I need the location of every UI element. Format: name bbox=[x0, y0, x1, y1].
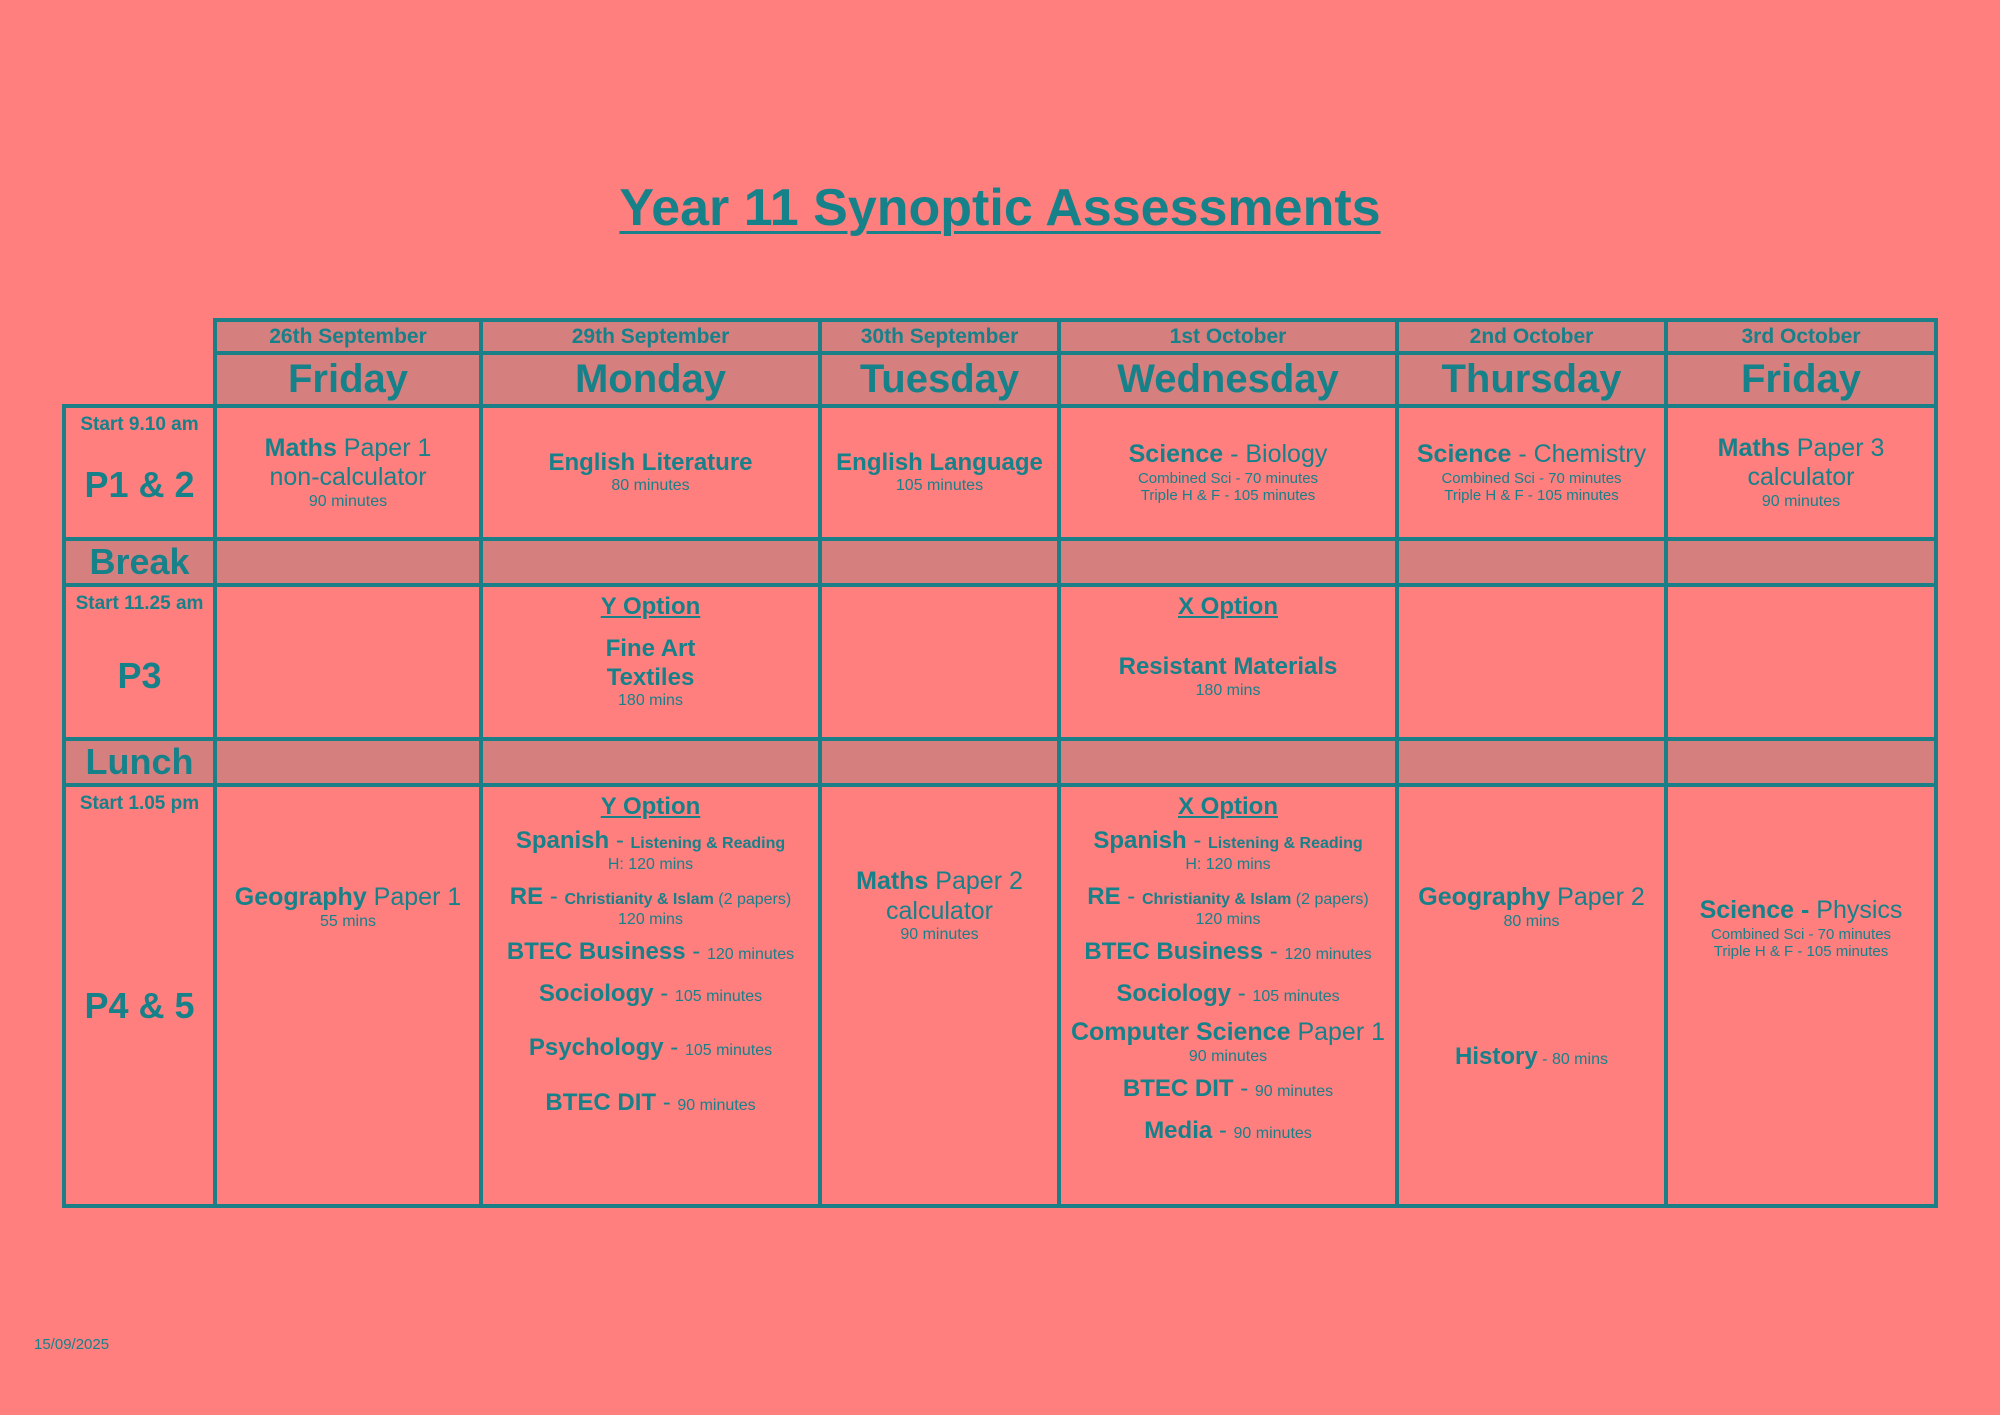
lunch-cell bbox=[479, 737, 822, 787]
option-heading: X Option bbox=[1178, 593, 1278, 620]
lunch-label: Lunch bbox=[62, 737, 217, 787]
date-header: 1st October bbox=[1057, 318, 1399, 355]
day-header: Monday bbox=[479, 351, 822, 408]
period-p3 bbox=[62, 583, 217, 741]
period-start: Start 11.25 am bbox=[75, 593, 204, 614]
break-label: Break bbox=[62, 537, 217, 587]
exam-cell: Science - Chemistry Combined Sci - 70 minutes Triple H & F - 105 minutes bbox=[1395, 404, 1668, 541]
lunch-cell bbox=[1664, 737, 1938, 787]
exam-cell: Geography Paper 2 80 mins History - 80 mins bbox=[1395, 783, 1668, 1208]
exam-cell: Maths Paper 1 non-calculator 90 minutes bbox=[213, 404, 483, 541]
empty-cell bbox=[213, 583, 483, 741]
exam-cell: X Option Resistant Materials 180 mins bbox=[1057, 583, 1399, 741]
date-header: 2nd October bbox=[1395, 318, 1668, 355]
period-p12 bbox=[62, 404, 217, 541]
exam-cell: Maths Paper 3 calculator 90 minutes bbox=[1664, 404, 1938, 541]
exam-cell: Geography Paper 1 55 mins bbox=[213, 783, 483, 1208]
period-label: P3 bbox=[117, 655, 162, 696]
option-heading: Y Option bbox=[600, 593, 701, 620]
period-label: P1 & 2 bbox=[84, 464, 195, 505]
period-p45 bbox=[62, 783, 217, 1208]
break-cell bbox=[1057, 537, 1399, 587]
date-header: 29th September bbox=[479, 318, 822, 355]
option-heading: X Option bbox=[1178, 793, 1278, 820]
period-start: Start 9.10 am bbox=[80, 414, 199, 435]
day-header: Wednesday bbox=[1057, 351, 1399, 408]
exam-cell: X Option Spanish - Listening & Reading H: 120 mins RE - Christianity & Islam (2 papers) 120 mins BTEC Business - 120 minutes Sociology - 105 minutes Computer Science Paper 1 90 minutes BTEC DIT - 90 minutes Media - 90 minutes bbox=[1057, 783, 1399, 1208]
empty-cell bbox=[1664, 583, 1938, 741]
empty-cell bbox=[1395, 583, 1668, 741]
lunch-cell bbox=[1057, 737, 1399, 787]
empty-cell bbox=[818, 583, 1061, 741]
day-header: Friday bbox=[213, 351, 483, 408]
exam-cell: English Language 105 minutes bbox=[818, 404, 1061, 541]
lunch-cell bbox=[1395, 737, 1668, 787]
lunch-cell bbox=[818, 737, 1061, 787]
break-cell bbox=[479, 537, 822, 587]
period-start: Start 1.05 pm bbox=[79, 793, 200, 814]
footer-date: 15/09/2025 bbox=[34, 1336, 110, 1353]
break-cell bbox=[1664, 537, 1938, 587]
exam-cell: Science - Physics Combined Sci - 70 minutes Triple H & F - 105 minutes bbox=[1664, 783, 1938, 1208]
day-header: Tuesday bbox=[818, 351, 1061, 408]
exam-cell: Maths Paper 2 calculator 90 minutes bbox=[818, 783, 1061, 1208]
option-heading: Y Option bbox=[600, 793, 701, 820]
lunch-cell bbox=[213, 737, 483, 787]
date-header: 26th September bbox=[213, 318, 483, 355]
break-cell bbox=[1395, 537, 1668, 587]
day-header: Thursday bbox=[1395, 351, 1668, 408]
date-header: 3rd October bbox=[1664, 318, 1938, 355]
break-cell bbox=[818, 537, 1061, 587]
date-header: 30th September bbox=[818, 318, 1061, 355]
exam-cell: Y Option Fine Art Textiles 180 mins bbox=[479, 583, 822, 741]
page-title: Year 11 Synoptic Assessments bbox=[619, 179, 1381, 237]
break-cell bbox=[213, 537, 483, 587]
period-label: P4 & 5 bbox=[84, 985, 195, 1026]
exam-cell: Y Option Spanish - Listening & Reading H: 120 mins RE - Christianity & Islam (2 papers) 120 mins BTEC Business - 120 minutes Sociology - 105 minutes Psychology - 105 minutes BTEC DIT - 90 minutes bbox=[479, 783, 822, 1208]
day-header: Friday bbox=[1664, 351, 1938, 408]
exam-cell: English Literature 80 minutes bbox=[479, 404, 822, 541]
exam-cell: Science - Biology Combined Sci - 70 minutes Triple H & F - 105 minutes bbox=[1057, 404, 1399, 541]
